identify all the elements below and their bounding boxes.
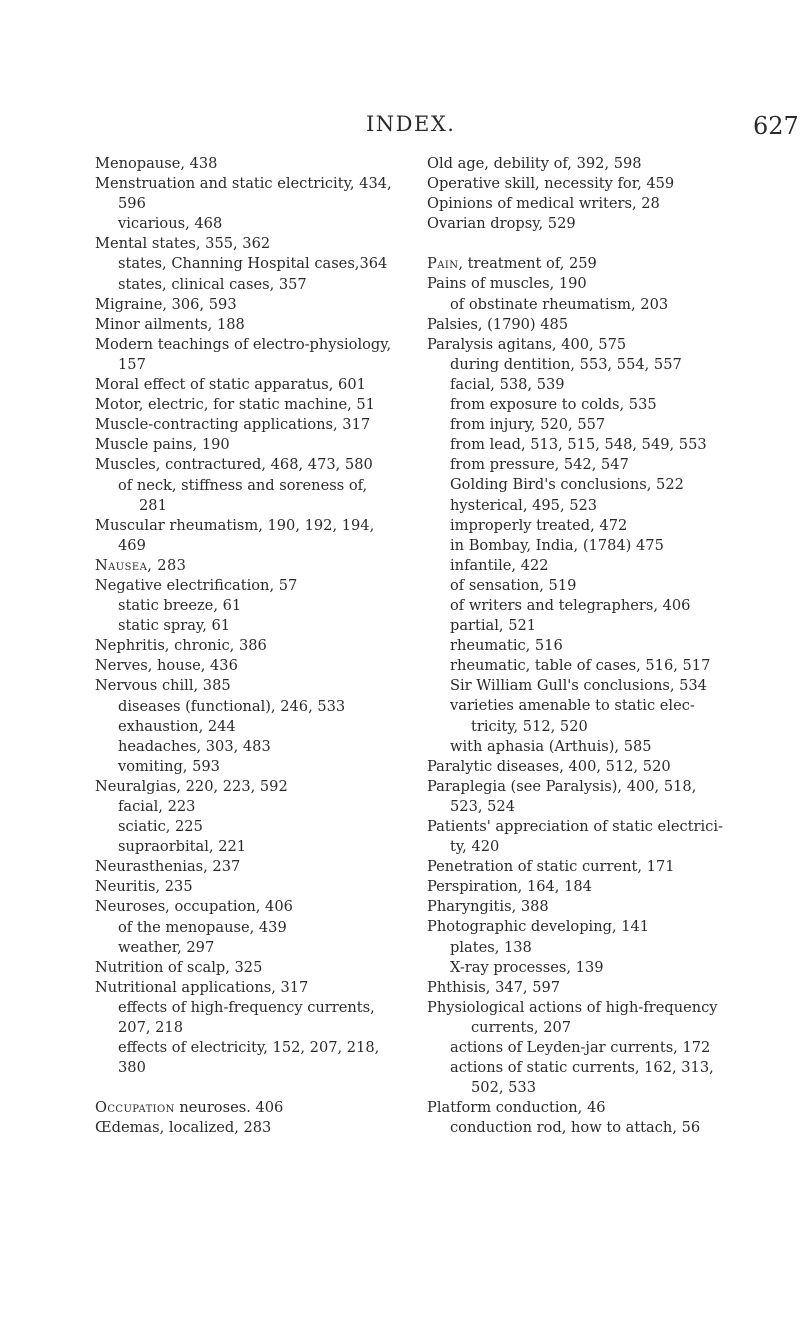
index-entry: Minor ailments, 188: [95, 315, 245, 333]
index-subentry: during dentition, 553, 554, 557: [450, 355, 682, 373]
index-entry: Muscle-contracting applications, 317: [95, 416, 371, 434]
section-gap: [427, 234, 772, 254]
index-entry: Ovarian dropsy, 529: [427, 215, 576, 233]
index-entry: Mental states, 355, 362: [95, 235, 271, 253]
index-entry: Neuralgias, 220, 223, 592: [95, 777, 288, 795]
index-entry: Migraine, 306, 593: [95, 295, 237, 313]
index-subentry: improperly treated, 472: [450, 516, 628, 534]
index-subentry: from exposure to colds, 535: [450, 396, 657, 414]
index-subentry: from injury, 520, 557: [450, 416, 606, 434]
index-subentry: states, clinical cases, 357: [118, 275, 307, 293]
index-subentry: partial, 521: [450, 617, 537, 635]
index-subentry: vicarious, 468: [118, 215, 223, 233]
index-entry: Pain, treatment of, 259: [427, 255, 597, 273]
index-subentry: hysterical, 495, 523: [450, 496, 598, 514]
index-subentry: static spray, 61: [118, 617, 231, 635]
index-subentry: actions of static currents, 162, 313,: [450, 1059, 714, 1077]
index-entry: Menopause, 438: [95, 155, 218, 172]
index-subentry: rheumatic, 516: [450, 637, 563, 655]
index-entry: Negative electrification, 57: [95, 576, 298, 594]
page-number: 627: [753, 112, 799, 140]
index-subentry: Golding Bird's conclusions, 522: [450, 476, 684, 494]
index-subentry: plates, 138: [450, 938, 532, 956]
index-entry: Pharyngitis, 388: [427, 898, 549, 916]
index-subentry: of sensation, 519: [450, 576, 577, 594]
index-entry: Operative skill, necessity for, 459: [427, 175, 675, 193]
index-entry: Penetration of static current, 171: [427, 858, 675, 876]
index-entry: Œdemas, localized, 283: [95, 1119, 272, 1137]
index-subentry: X-ray processes, 139: [450, 958, 604, 976]
index-subentry: diseases (functional), 246, 533: [118, 697, 346, 715]
index-subentry: currents, 207: [471, 1018, 572, 1036]
index-entry: Nutrition of scalp, 325: [95, 958, 263, 976]
index-subentry: conduction rod, how to attach, 56: [450, 1119, 701, 1137]
index-entry: Neurasthenias, 237: [95, 858, 241, 876]
index-entry: Physiological actions of high-frequency: [427, 998, 718, 1016]
index-subentry: weather, 297: [118, 938, 215, 956]
index-subentry: Sir William Gull's conclusions, 534: [450, 677, 707, 695]
index-entry: Paralysis agitans, 400, 575: [427, 335, 627, 353]
index-subentry: 502, 533: [471, 1079, 536, 1097]
index-entry: Phthisis, 347, 597: [427, 978, 561, 996]
index-entry: Neuritis, 235: [95, 878, 193, 896]
index-subentry: from lead, 513, 515, 548, 549, 553: [450, 436, 707, 454]
index-entry: Neuroses, occupation, 406: [95, 898, 293, 916]
page-header: [0, 112, 800, 152]
index-subentry: 281: [139, 496, 167, 514]
index-subentry: of the menopause, 439: [118, 918, 287, 936]
index-subentry: actions of Leyden-jar currents, 172: [450, 1039, 711, 1057]
index-entry: Nephritis, chronic, 386: [95, 637, 267, 655]
index-subentry: 157: [118, 355, 146, 373]
index-entry: Paraplegia (see Paralysis), 400, 518,: [427, 777, 697, 795]
index-subentry: facial, 538, 539: [450, 375, 565, 393]
index-subentry: states, Channing Hospital cases,364: [118, 255, 388, 273]
index-subentry: effects of electricity, 152, 207, 218,: [118, 1039, 380, 1057]
index-subentry: infantile, 422: [450, 556, 549, 574]
index-subentry: vomiting, 593: [118, 757, 220, 775]
index-entry: Menstruation and static electricity, 434,: [95, 175, 392, 193]
index-entry: Nerves, house, 436: [95, 657, 238, 675]
index-subentry: of obstinate rheumatism, 203: [450, 295, 669, 313]
index-subentry: varieties amenable to static elec-: [450, 697, 695, 715]
index-entry: Muscles, contractured, 468, 473, 580: [95, 456, 373, 474]
index-entry: Muscular rheumatism, 190, 192, 194,: [95, 516, 375, 534]
index-subentry: 469: [118, 536, 146, 554]
index-subentry: with aphasia (Arthuis), 585: [450, 737, 652, 755]
index-entry: Nutritional applications, 317: [95, 978, 309, 996]
index-subentry: 207, 218: [118, 1019, 183, 1037]
index-entry: Nervous chill, 385: [95, 677, 231, 695]
index-subentry: supraorbital, 221: [118, 838, 247, 856]
index-entry: Pains of muscles, 190: [427, 275, 587, 293]
running-head-title: INDEX.: [366, 112, 456, 136]
index-subentry: in Bombay, India, (1784) 475: [450, 536, 664, 554]
index-subentry: 523, 524: [450, 797, 515, 815]
index-entry: Motor, electric, for static machine, 51: [95, 396, 375, 414]
index-entry: Nausea, 283: [95, 556, 187, 574]
index-entry: Photographic developing, 141: [427, 918, 650, 936]
index-subentry: of neck, stiffness and soreness of,: [118, 476, 368, 494]
index-subentry: of writers and telegraphers, 406: [450, 596, 691, 614]
index-subentry: ty, 420: [450, 838, 500, 856]
index-entry: Old age, debility of, 392, 598: [427, 155, 642, 172]
index-subentry: facial, 223: [118, 798, 196, 815]
index-subentry: tricity, 512, 520: [471, 717, 588, 735]
index-entry: Patients' appreciation of static electrici-: [427, 818, 723, 835]
index-column-right: [427, 154, 772, 1139]
section-gap: [95, 1078, 417, 1098]
index-subentry: from pressure, 542, 547: [450, 456, 629, 474]
index-subentry: static breeze, 61: [118, 597, 242, 615]
index-subentry: rheumatic, table of cases, 516, 517: [450, 657, 711, 675]
index-entry: Perspiration, 164, 184: [427, 878, 592, 896]
index-column-left: [95, 154, 417, 1139]
index-entry: Occupation neuroses. 406: [95, 1099, 284, 1117]
index-subentry: 596: [118, 195, 146, 213]
index-entry: Paralytic diseases, 400, 512, 520: [427, 757, 671, 775]
index-entry: Modern teachings of electro-physiology,: [95, 335, 392, 353]
index-subentry: 380: [118, 1059, 146, 1077]
index-subentry: headaches, 303, 483: [118, 737, 271, 755]
index-entry: Muscle pains, 190: [95, 436, 230, 454]
index-subentry: effects of high-frequency currents,: [118, 998, 375, 1016]
index-entry: Palsies, (1790) 485: [427, 315, 569, 333]
index-entry: Opinions of medical writers, 28: [427, 195, 660, 213]
index-subentry: sciatic, 225: [118, 818, 203, 836]
index-entry: Platform conduction, 46: [427, 1099, 606, 1117]
index-subentry: exhaustion, 244: [118, 717, 236, 735]
index-entry: Moral effect of static apparatus, 601: [95, 376, 366, 394]
